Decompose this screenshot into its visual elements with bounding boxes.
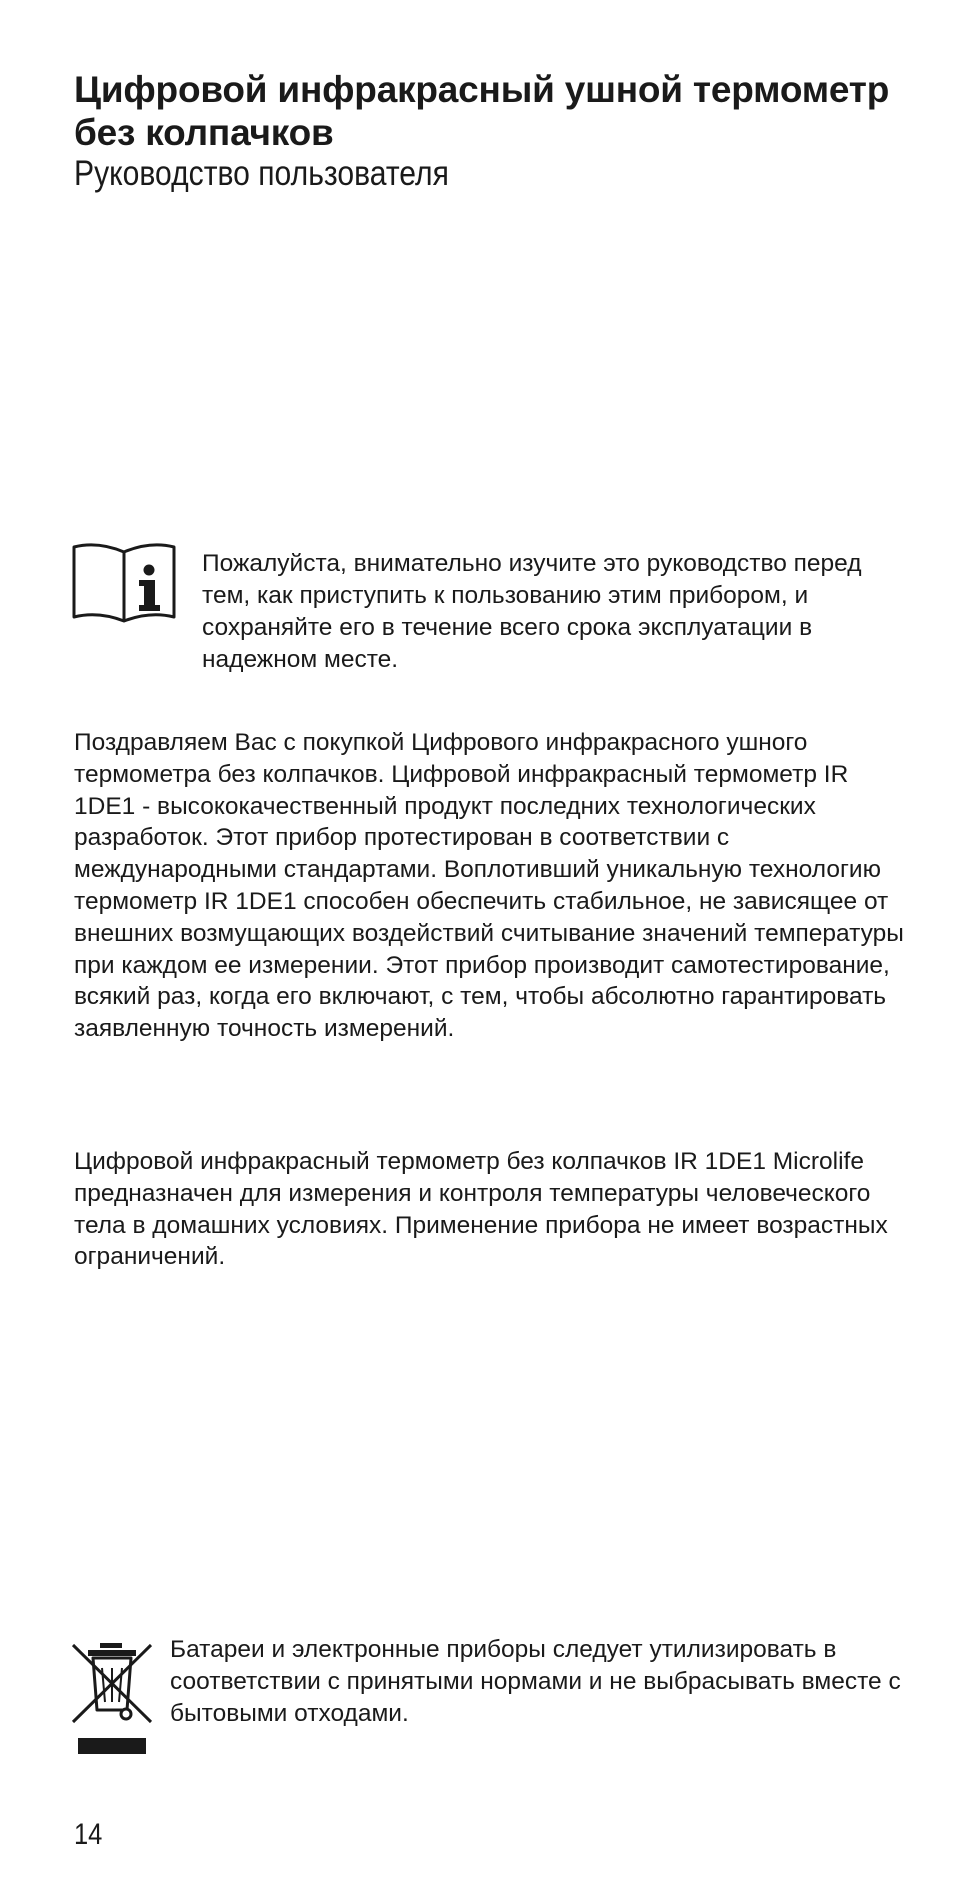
info-book-icon [72, 543, 176, 623]
intro-paragraph: Поздравляем Вас с покупкой Цифрового инфракрасного ушного термометра без колпачков. Цифровой инфракрасный термометр IR 1DE1 - высококачественный продукт последних технологических разработок. Этот прибор протестирован в соответствии с международными стандартами. Воплотивший уникальную технологию термометр IR 1DE1 способен обеспечить стабильное, не зависящее от внешних возмущающих воздействий считывание значений температуры при каждом ее измерении. Этот прибор производит самотестирование, всякий раз, когда его включают, с тем, чтобы абсолютно гарантировать заявленную точность измерений. [74, 729, 904, 1043]
page-number: 14 [74, 1818, 103, 1851]
crossed-out-wheelie-bin-icon [70, 1638, 154, 1756]
disposal-note: Батареи и электронные приборы следует утилизировать в соответствии с принятыми нормами и не выбрасывать вместе с бытовыми отходами. [170, 1636, 901, 1727]
purpose-paragraph: Цифровой инфракрасный термометр без колпачков IR 1DE1 Microlife предназначен для измерения и контроля температуры человеческого тела в домашних условиях. Применение прибора не имеет возрастных ограничений. [74, 1148, 888, 1271]
page-subtitle: Руководство пользователя [74, 154, 449, 193]
page-title: Цифровой инфракрасный ушной термометр без колпачков [74, 69, 890, 153]
info-note: Пожалуйста, внимательно изучите это руководство перед тем, как приступить к пользованию этим прибором, и сохраняйте его в течение всего срока эксплуатации в надежном месте. [202, 550, 862, 673]
